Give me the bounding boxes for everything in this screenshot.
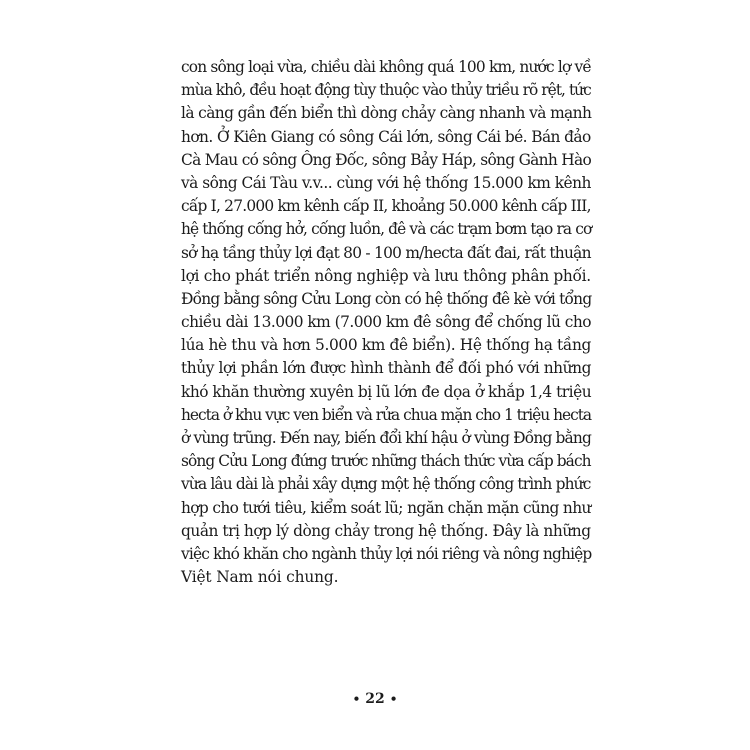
text-line: chiều dài 13.000 km (7.000 km đê sông để chống lũ cho <box>181 313 591 332</box>
text-line: Việt Nam nói chung. <box>181 568 339 587</box>
text-line: sở hạ tầng thủy lợi đạt 80 - 100 m/hecta đất đai, rất thuận <box>181 243 591 262</box>
text-line: khó khăn thường xuyên bị lũ lớn đe dọa ở khắp 1,4 triệu <box>181 382 592 401</box>
text-line: là càng gần đến biển thì dòng chảy càng nhanh và mạnh <box>181 104 592 123</box>
text-line: cấp I, 27.000 km kênh cấp II, khoảng 50.000 kênh cấp III, <box>181 197 591 216</box>
text-line: thủy lợi phần lớn được hình thành để đối phó với những <box>181 359 592 378</box>
bullet-icon: • <box>352 692 361 706</box>
text-line: và sông Cái Tàu v.v... cùng với hệ thống 15.000 km kênh <box>181 173 591 192</box>
text-line: ở vùng trũng. Đến nay, biến đổi khí hậu ở vùng Đồng bằng <box>181 429 592 447</box>
text-line: việc khó khăn cho ngành thủy lợi nói riêng và nông nghiệp <box>181 544 592 563</box>
text-line: Cà Mau có sông Ông Đốc, sông Bảy Háp, sông Gành Hào <box>181 150 592 169</box>
text-line: lúa hè thu và hơn 5.000 km đê biển). Hệ thống hạ tầng <box>181 336 592 355</box>
text-line: Đồng bằng sông Cửu Long còn có hệ thống đê kè với tổng <box>181 289 592 308</box>
body-text <box>181 56 591 589</box>
text-line: hơn. Ở Kiên Giang có sông Cái lớn, sông Cái bé. Bán đảo <box>181 127 591 146</box>
bullet-icon: • <box>389 692 398 706</box>
page-footer <box>0 691 750 707</box>
text-line: hợp cho tưới tiêu, kiểm soát lũ; ngăn chặn mặn cũng như <box>181 498 591 517</box>
text-line: quản trị hợp lý dòng chảy trong hệ thống. Đây là những <box>181 521 591 540</box>
text-line: lợi cho phát triển nông nghiệp và lưu thông phân phối. <box>181 266 591 285</box>
page-number: 22 <box>365 691 385 707</box>
text-line: sông Cửu Long đứng trước những thách thức vừa cấp bách <box>181 452 591 471</box>
text-line: con sông loại vừa, chiều dài không quá 100 km, nước lợ về <box>181 58 592 76</box>
text-line: vừa lâu dài là phải xây dựng một hệ thống công trình phức <box>181 475 591 494</box>
text-line: hecta ở khu vực ven biển và rửa chua mặn cho 1 triệu hecta <box>181 405 592 424</box>
text-line: hệ thống cống hở, cống luồn, đê và các trạm bơm tạo ra cơ <box>181 220 592 239</box>
text-line: mùa khô, đều hoạt động tùy thuộc vào thủy triều rõ rệt, tức <box>181 81 591 100</box>
